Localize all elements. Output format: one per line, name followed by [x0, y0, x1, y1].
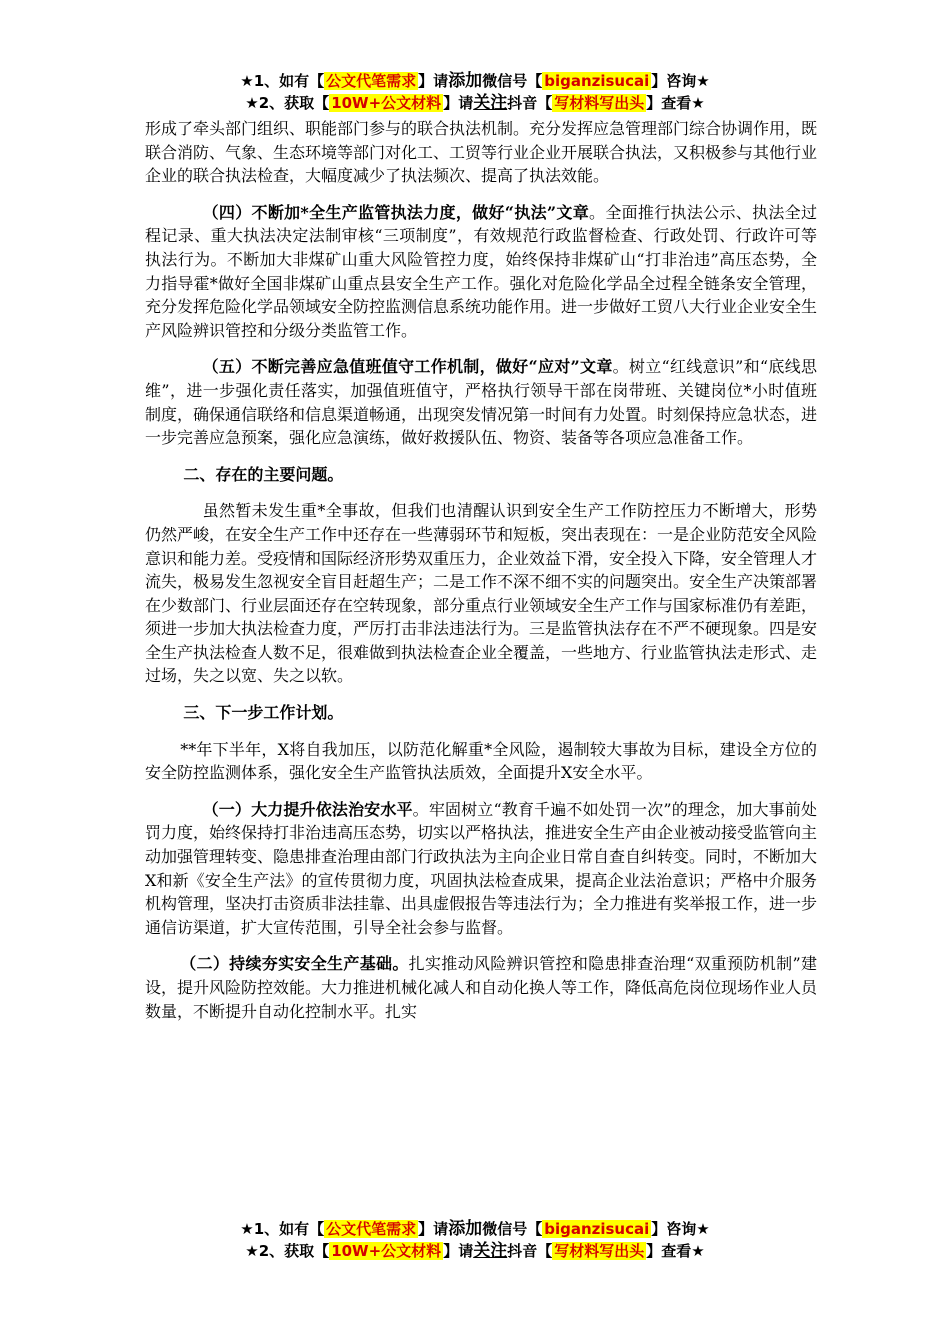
banner-highlight: biganzisucai [544, 72, 650, 90]
banner-line-1: ★1、如有【 公文代笔需求 】请添加微信号【 biganzisucai 】咨询★ [240, 1219, 710, 1239]
banner-highlight: 公文代笔需求 [326, 72, 417, 90]
paragraph-heading: （五）不断完善应急值班值守工作机制，做好“应对”文章 [202, 357, 613, 377]
banner-highlight: 写材料写出头 [554, 94, 645, 112]
paragraph: （一）大力提升依法治安水平。牢固树立“教育千遍不如处罚一次”的理念，加大事前处罚力度，始终保持打非治违高压态势，切实以严格执法，推进安全生产由企业被动接受监管向主动加强管理转变、隐患排查治理由部门行政执法为主向企业日常自查自纠转变。同时，不断加大X和新《安全生产法》的宣传贯彻力度，巩固执法检查成果，提高企业法治意识；严格中介服务机构管理，坚决打击资质非法挂靠、出具虚假报告等违法行为；全力推进有奖举报工作，进一步通信访渠道，扩大宣传范围，引导全社会参与监督。 [145, 799, 818, 937]
paragraph: （二）持续夯实安全生产基础。扎实推动风险辨识管控和隐患排查治理“双重预防机制”建设，提升风险防控效能。大力推进机械化减人和自动化换人等工作，降低高危岗位现场作业人员数量，不断提升自动化控制水平。扎实 [145, 954, 818, 1021]
paragraph-heading: （二）持续夯实安全生产基础。 [180, 954, 409, 974]
paragraph: （五）不断完善应急值班值守工作机制，做好“应对”文章。树立“红线意识”和“底线思维”，进一步强化责任落实，加强值班值守，严格执行领导干部在岗带班、关键岗位*小时值班制度，确保通信联络和信息渠道畅通，出现突发情况第一时间有力处置。时刻保持应急状态，进一步完善应急预案，强化应急演练，做好救援队伍、物资、装备等各项应急准备工作。 [145, 357, 818, 448]
banner-line-1: ★1、如有【 公文代笔需求 】请添加微信号【 biganzisucai 】咨询★ [240, 71, 710, 91]
bottom-banner [0, 1218, 950, 1262]
paragraph: （四）不断加*全生产监管执法力度，做好“执法”文章。全面推行执法公示、执法全过程记录、重大执法决定法制审核“三项制度”，有效规范行政监督检查、行政处罚、行政许可等执法行为。不断加大非煤矿山重大风险管控力度，始终保持非煤矿山“打非治违”高压态势，全力指导霍*做好全国非煤矿山重点县安全生产工作。强化对危险化学品全过程全链条安全管理，充分发挥危险化学品领域安全防控监测信息系统功能作用。进一步做好工贸八大行业企业安全生产风险辨识管控和分级分类监管工作。 [145, 202, 818, 340]
banner-highlight: 10W+公文材料 [331, 94, 442, 112]
banner-line-2: ★2、获取【 10W+公文材料 】请关注抖音【 写材料写出头 】查看★ [245, 93, 705, 113]
banner-highlight: 写材料写出头 [554, 1242, 645, 1260]
paragraph: 形成了牵头部门组织、职能部门参与的联合执法机制。充分发挥应急管理部门综合协调作用，既联合消防、气象、生态环境等部门对化工、工贸等行业企业开展联合执法，又积极参与其他行业企业的联合执法检查，大幅度减少了执法频次、提高了执法效能。 [145, 119, 818, 186]
top-banner [0, 70, 950, 114]
banner-highlight: biganzisucai [544, 1220, 650, 1238]
paragraph: 虽然暂未发生重*全事故，但我们也清醒认识到安全生产工作防控压力不断增大，形势仍然严峻，在安全生产工作中还存在一些薄弱环节和短板，突出表现在：一是企业防范安全风险意识和能力差。受疫情和国际经济形势双重压力，企业效益下滑，安全投入下降，安全管理人才流失，极易发生忽视安全盲目赶超生产；二是工作不深不细不实的问题突出。安全生产决策部署在少数部门、行业层面还存在空转现象，部分重点行业领域安全生产工作与国家标准仍有差距，须进一步加大执法检查力度，严厉打击非法违法行为。三是监管执法存在不严不硬现象。四是安全生产执法检查人数不足，很难做到执法检查企业全覆盖，一些地方、行业监管执法走形式、走过场，失之以宽、失之以软。 [145, 501, 818, 686]
document-body [145, 117, 817, 1036]
banner-line-2: ★2、获取【 10W+公文材料 】请关注抖音【 写材料写出头 】查看★ [245, 1241, 705, 1261]
paragraph-heading: （一）大力提升依法治安水平 [202, 799, 413, 819]
banner-highlight: 公文代笔需求 [326, 1220, 417, 1238]
section-heading: 三、下一步工作计划。 [183, 703, 344, 723]
paragraph-heading: （四）不断加*全生产监管执法力度，做好“执法”文章 [202, 202, 590, 222]
section-heading: 二、存在的主要问题。 [183, 464, 344, 484]
banner-highlight: 10W+公文材料 [331, 1242, 442, 1260]
paragraph: **年下半年，X将自我加压，以防范化解重*全风险，遏制较大事故为目标，建设全方位的安全防控监测体系，强化安全生产监管执法质效，全面提升X安全水平。 [145, 739, 817, 783]
